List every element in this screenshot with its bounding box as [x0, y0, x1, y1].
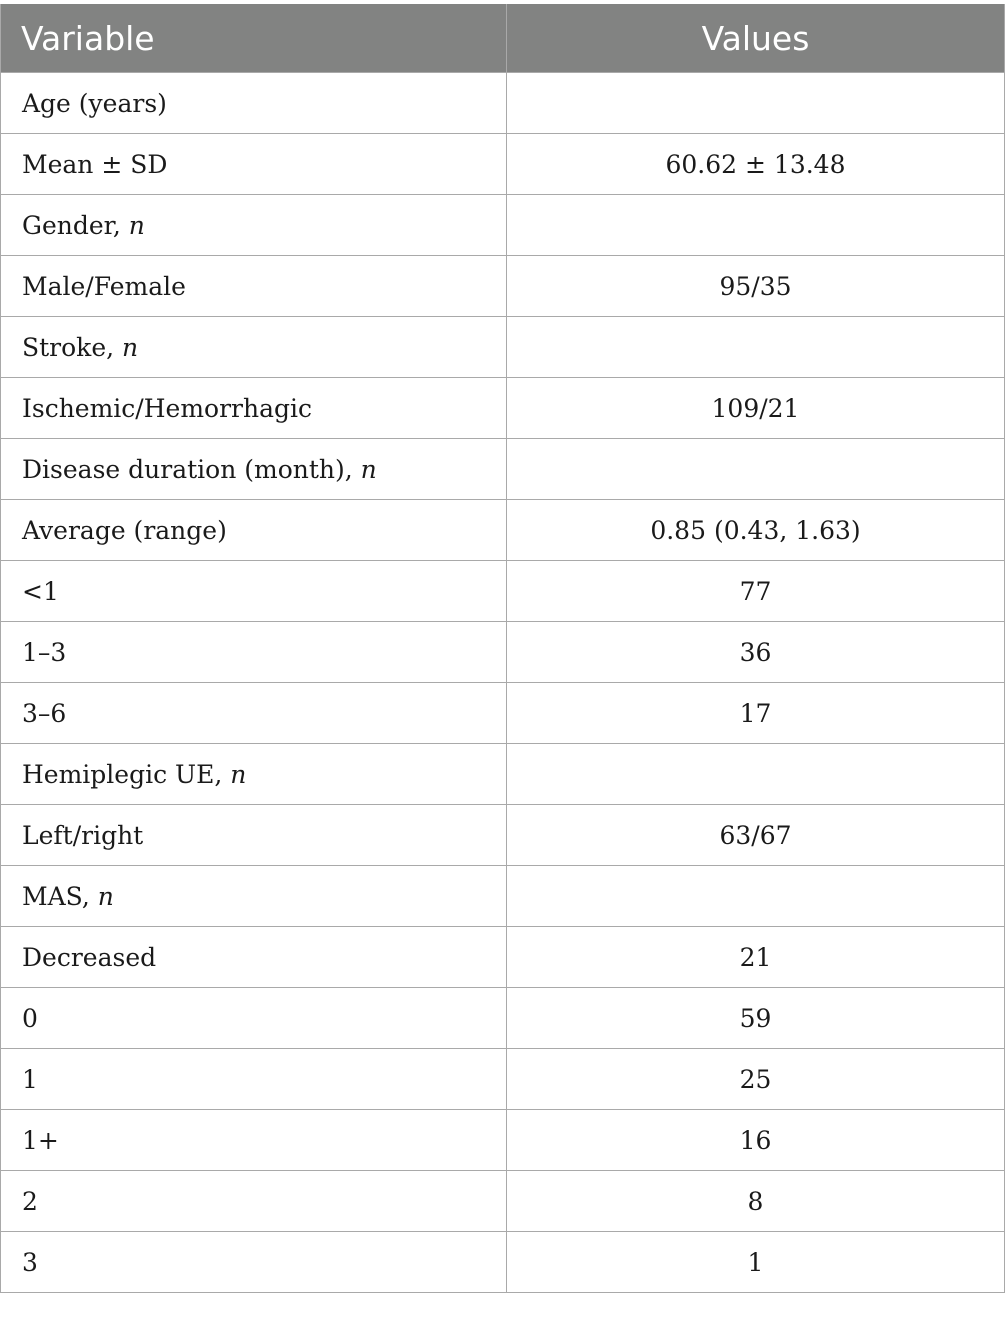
- variable-cell: [1, 1171, 507, 1232]
- value-cell: 60.62 ± 13.48: [507, 134, 1005, 195]
- table-row: [1, 134, 1005, 195]
- variable-label: MAS,: [22, 881, 98, 911]
- value-cell: 21: [507, 927, 1005, 988]
- variable-cell: [1, 561, 507, 622]
- variable-label: 1+: [22, 1125, 59, 1155]
- value-cell: 16: [507, 1110, 1005, 1171]
- table-row: [1, 378, 1005, 439]
- variable-label: Age (years): [22, 88, 167, 118]
- variable-cell: [1, 439, 507, 500]
- value-cell: 1: [507, 1232, 1005, 1293]
- variable-label: Gender,: [22, 210, 129, 240]
- variable-label: Decreased: [22, 942, 157, 972]
- value-cell: 63/67: [507, 805, 1005, 866]
- variable-cell: [1, 73, 507, 134]
- table-row: [1, 439, 1005, 500]
- table-row: [1, 866, 1005, 927]
- table-header: [1, 4, 1005, 73]
- table-row: [1, 256, 1005, 317]
- variable-cell: [1, 622, 507, 683]
- variable-count-symbol: n: [360, 454, 377, 484]
- variable-cell: [1, 317, 507, 378]
- variable-label: 0: [22, 1003, 38, 1033]
- value-cell: 36: [507, 622, 1005, 683]
- variable-cell: [1, 1110, 507, 1171]
- value-cell: [507, 317, 1005, 378]
- value-cell: [507, 73, 1005, 134]
- variable-label: <1: [22, 576, 59, 606]
- header-variable: Variable: [1, 4, 507, 73]
- variable-label: Left/right: [22, 820, 144, 850]
- table-row: [1, 317, 1005, 378]
- variable-label: 3: [22, 1247, 38, 1277]
- table-row: [1, 1171, 1005, 1232]
- table-row: [1, 927, 1005, 988]
- table-body: [1, 73, 1005, 1293]
- table-row: [1, 1049, 1005, 1110]
- variable-cell: [1, 805, 507, 866]
- variable-cell: [1, 378, 507, 439]
- variable-label: 3–6: [22, 698, 67, 728]
- variable-cell: [1, 256, 507, 317]
- value-cell: 77: [507, 561, 1005, 622]
- variable-label: 1–3: [22, 637, 67, 667]
- value-cell: 25: [507, 1049, 1005, 1110]
- table-row: [1, 683, 1005, 744]
- variable-label: Average (range): [22, 515, 227, 545]
- variable-count-symbol: n: [230, 759, 247, 789]
- variable-cell: [1, 1049, 507, 1110]
- value-cell: 109/21: [507, 378, 1005, 439]
- value-cell: [507, 866, 1005, 927]
- variable-cell: [1, 683, 507, 744]
- variable-cell: [1, 866, 507, 927]
- variable-count-symbol: n: [128, 210, 145, 240]
- table-row: [1, 195, 1005, 256]
- variable-label: Disease duration (month),: [22, 454, 361, 484]
- variable-label: Male/Female: [22, 271, 186, 301]
- variable-label: 2: [22, 1186, 38, 1216]
- header-row: [1, 4, 1005, 73]
- variable-count-symbol: n: [97, 881, 114, 911]
- value-cell: 0.85 (0.43, 1.63): [507, 500, 1005, 561]
- variable-cell: [1, 927, 507, 988]
- value-cell: 95/35: [507, 256, 1005, 317]
- variable-label: 1: [22, 1064, 38, 1094]
- table-row: [1, 561, 1005, 622]
- table-row: [1, 805, 1005, 866]
- table-row: [1, 73, 1005, 134]
- variable-cell: [1, 195, 507, 256]
- value-cell: [507, 744, 1005, 805]
- table-row: [1, 1232, 1005, 1293]
- variable-label: Stroke,: [22, 332, 123, 362]
- value-cell: 8: [507, 1171, 1005, 1232]
- variable-cell: [1, 500, 507, 561]
- table-row: [1, 500, 1005, 561]
- value-cell: [507, 439, 1005, 500]
- baseline-characteristics-table: [0, 4, 1005, 1293]
- table-row: [1, 988, 1005, 1049]
- variable-label: Hemiplegic UE,: [22, 759, 231, 789]
- variable-count-symbol: n: [122, 332, 139, 362]
- table-row: [1, 622, 1005, 683]
- variable-label: Mean ± SD: [22, 149, 168, 179]
- variable-cell: [1, 1232, 507, 1293]
- variable-cell: [1, 134, 507, 195]
- variable-cell: [1, 744, 507, 805]
- value-cell: 59: [507, 988, 1005, 1049]
- table-row: [1, 1110, 1005, 1171]
- header-values: Values: [507, 4, 1005, 73]
- table-row: [1, 744, 1005, 805]
- value-cell: 17: [507, 683, 1005, 744]
- variable-cell: [1, 988, 507, 1049]
- value-cell: [507, 195, 1005, 256]
- variable-label: Ischemic/Hemorrhagic: [22, 393, 312, 423]
